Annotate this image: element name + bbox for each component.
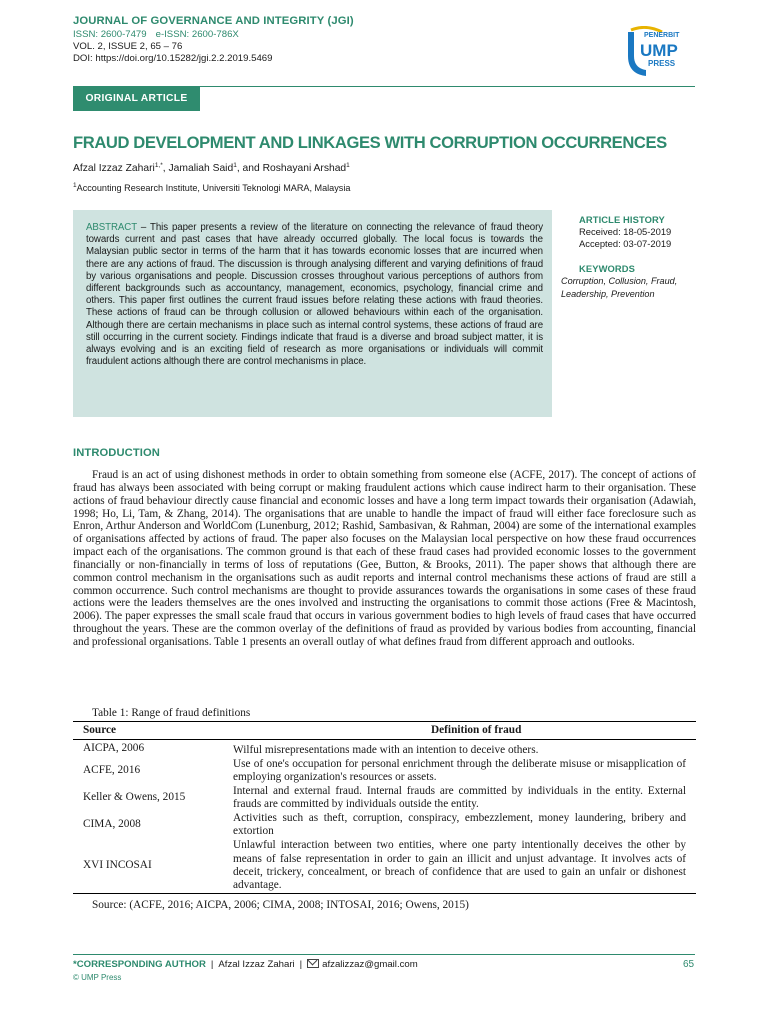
logo-top-text: PENERBIT xyxy=(644,32,680,39)
eissn: e-ISSN: 2600-786X xyxy=(155,29,239,40)
introduction-heading: INTRODUCTION xyxy=(73,447,160,459)
accepted-date: Accepted: 03-07-2019 xyxy=(579,238,672,249)
table-cell-source: Keller & Owens, 2015 xyxy=(83,791,186,804)
author-2-sup: 1 xyxy=(233,162,237,169)
table-cell-definition: Unlawful interaction between two entities, where one party intentionally deceives the other by means of false representation in order to gain an illicit and unjust advantage. It involves acts of deceit, trickery, concealment, or breach of confidence that are used to gain an unfair or dishonest advantage. xyxy=(233,839,696,894)
article-sidebar xyxy=(561,214,709,301)
affiliation xyxy=(73,183,350,193)
table-row xyxy=(73,785,696,812)
footer-separator-2: | xyxy=(299,959,303,970)
keywords-line-2: Leadership, Prevention xyxy=(561,289,655,299)
table-cell-source: XVI INCOSAI xyxy=(73,839,233,894)
fraud-definitions-table xyxy=(73,721,696,894)
corresponding-author-name: Afzal Izzaz Zahari xyxy=(218,959,295,970)
affiliation-text: Accounting Research Institute, Universiti Teknologi MARA, Malaysia xyxy=(76,183,351,193)
page-footer xyxy=(73,959,418,970)
email-icon xyxy=(307,959,319,968)
corresponding-author-label: *CORRESPONDING AUTHOR xyxy=(73,959,206,970)
article-type-badge: ORIGINAL ARTICLE xyxy=(73,86,200,111)
author-2[interactable]: , Jamaliah Said xyxy=(162,163,234,174)
table-cell-source: AICPA, 2006 xyxy=(83,742,145,754)
introduction-paragraph: Fraud is an act of using dishonest methods in order to obtain something from someone else (ACFE, 2017). The concept of actions of fraud has always been associated with being corrupt or making fraudulent actions which cause indirect harm to their organisation. These actions of fraud behaviour directly cause financial and economic losses and have a long term impact towards their organisation (Adawiah, 1998; Ho, Li, Tam, & Zhang, 2014). The organisations that are unable to handle the impact of fraud will either face foreclosure such as Enron, Arthur Anderson and WorldCom (Lunenburg, 2012; Rashid, Sambasivan, & Rahman, 2004) are some of the international examples of organisations affected by actions of fraud. The paper also focuses on the Malaysian local perspective on how these fraud occurrences impact each of the organisations. The common ground is that each of these fraud cases had provided economic losses to the government financially or non-financially in terms of loss of reputations (Gee, Button, & Brooks, 2011). The paper shows that although there are common control mechanism in the organisations such as audit reports and internal control mechanisms these actions of fraud are still a common occurrence. Such control mechanisms are thought to provide assurances towards the organisations in some cases of these fraud actions were the leaders themselves are the ones involved and instructing the organisations to commit those actions (Free & Macintosh, 2006). The paper expresses the small scale fraud that occurs in various government bodies to high levels of fraud cases that have occurred throughout the years. These are the common overlay of the definitions of fraud as provided by various bodies from accounting, financial and professional organisations. Table 1 presents an overall outlay of what defines fraud from different approach and outlooks. xyxy=(73,469,696,648)
table-cell-definition: Use of one's occupation for personal enrichment through the deliberate misuse or misapplication of employing organization's resources or assets. xyxy=(233,757,686,783)
table-cell-definition: Activities such as theft, corruption, conspiracy, embezzlement, money laundering, bribery and extortion xyxy=(233,811,686,837)
received-date: Received: 18-05-2019 xyxy=(579,226,672,237)
page-number: 65 xyxy=(683,959,695,970)
introduction-body xyxy=(73,469,696,649)
table-cell-definition: Internal and external fraud. Internal frauds are committed by individuals in the entity. External frauds are committed by individuals outside the entity. xyxy=(233,784,686,810)
article-history-heading: ARTICLE HISTORY xyxy=(579,214,665,225)
article-title: FRAUD DEVELOPMENT AND LINKAGES WITH CORRUPTION OCCURRENCES xyxy=(73,133,667,152)
table-caption: Table 1: Range of fraud definitions xyxy=(92,707,251,719)
journal-header xyxy=(73,14,573,65)
column-header-source: Source xyxy=(73,722,233,740)
table-cell-source: CIMA, 2008 xyxy=(83,818,141,831)
ump-press-logo-icon xyxy=(622,26,686,78)
keywords-line-1: Corruption, Collusion, Fraud, xyxy=(561,276,678,286)
copyright: © UMP Press xyxy=(73,973,122,982)
table-header-row xyxy=(73,722,696,740)
affiliation-sup: 1 xyxy=(73,182,77,189)
table-row xyxy=(73,839,696,894)
author-3-sup: 1 xyxy=(346,162,350,169)
volume-info: VOL. 2, ISSUE 2, 65 – 76 xyxy=(73,41,183,52)
table-source-note: Source: (ACFE, 2016; AICPA, 2006; CIMA, 2008; INTOSAI, 2016; Owens, 2015) xyxy=(92,899,469,911)
table-row xyxy=(73,740,696,758)
corresponding-email[interactable]: afzalizzaz@gmail.com xyxy=(322,959,418,970)
author-1[interactable]: Afzal Izzaz Zahari xyxy=(73,163,155,174)
keywords-heading: KEYWORDS xyxy=(579,263,636,274)
journal-name: JOURNAL OF GOVERNANCE AND INTEGRITY (JGI) xyxy=(73,15,354,27)
abstract-text: – This paper presents a review of the literature on connecting the relevance of fraud theory towards current and past cases that have already occurred globally. The local focus is towards the Malaysian public sector in terms of the harm that it has towards economic losses that are incurred when there are any actions of fraud. The discussion is through analysing different and varying definitions of fraud by various organisations and people. Discussion crosses throughout various perceptions of authors from different backgrounds such as accountancy, management, economics, psychology, financial crime and others. This paper first outlines the current fraud issues before relating these actions with fraud theories. These actions of fraud can be through collusion or allowed behaviours within each of the organisation. Although there are certain mechanisms in place such as internal control systems, these actions of fraud are still occurring in the current society. Findings indicate that fraud is a diverse and broad subject matter, it is always evolving and is an exciting field of research as more organisations or individuals will commit fraudulent actions although there are control mechanisms in place. xyxy=(86,222,543,368)
table-cell-source: ACFE, 2016 xyxy=(83,764,141,777)
issn-line xyxy=(73,29,573,41)
abstract-label: ABSTRACT xyxy=(86,222,137,233)
abstract-box xyxy=(73,210,552,417)
logo-main-text: UMP xyxy=(640,41,678,60)
table-row xyxy=(73,758,696,785)
footer-separator: | xyxy=(210,959,214,970)
doi-link[interactable]: DOI: https://doi.org/10.15282/jgi.2.2.2019.5469 xyxy=(73,53,273,64)
author-1-sup: 1,* xyxy=(154,162,163,169)
footer-divider xyxy=(73,954,695,955)
issn: ISSN: 2600-7479 xyxy=(73,29,147,40)
table-cell-definition: Wilful misrepresentations made with an intention to deceive others. xyxy=(233,744,539,757)
logo-bottom-text: PRESS xyxy=(648,59,676,68)
author-3[interactable]: , and Roshayani Arshad xyxy=(236,163,347,174)
table-row xyxy=(73,812,696,839)
author-list xyxy=(73,163,350,174)
column-header-definition: Definition of fraud xyxy=(233,722,696,740)
